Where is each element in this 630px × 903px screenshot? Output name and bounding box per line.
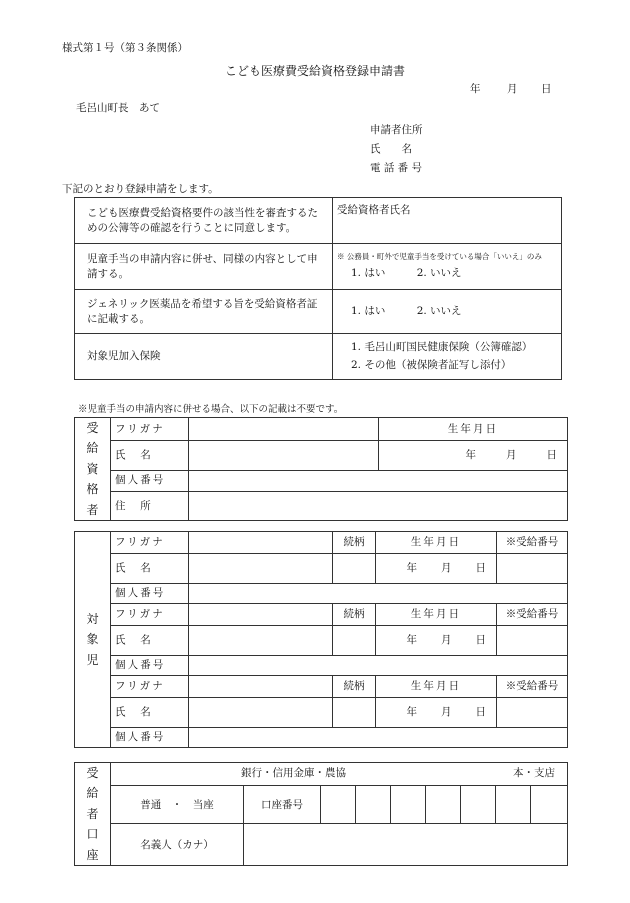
child-birthdate-input[interactable]: 年 月 日 <box>376 554 497 584</box>
child-allowance-text: 児童手当の申請内容に併せ、同様の内容として申請する。 <box>75 244 333 290</box>
insurance-option-1[interactable]: 1. 毛呂山町国民健康保険（公簿確認） <box>351 340 533 353</box>
child-allowance-note: ※ 公務員・町外で児童手当を受けている場合「いいえ」のみ <box>337 252 542 262</box>
account-digit[interactable] <box>496 785 531 823</box>
bank-branch-label: 本・支店 <box>513 767 555 779</box>
child-relation-label: 続柄 <box>333 532 376 554</box>
child-furigana-label: フリガナ <box>111 604 189 626</box>
recipient-name-label: 受給資格者氏名 <box>337 204 411 216</box>
child-furigana-label: フリガナ <box>111 676 189 698</box>
child-relation-label: 続柄 <box>333 676 376 698</box>
account-digit[interactable] <box>531 785 568 823</box>
child-personal-number-label: 個人番号 <box>111 584 189 604</box>
child-birthdate-input[interactable]: 年 月 日 <box>376 626 497 656</box>
account-digit[interactable] <box>321 785 356 823</box>
insurance-choice[interactable] <box>333 334 562 380</box>
account-number-label: 口座番号 <box>244 785 321 823</box>
account-digit[interactable] <box>391 785 426 823</box>
child-allowance-choice[interactable] <box>333 244 562 290</box>
note-text: ※児童手当の申請内容に併せる場合、以下の記載は不要です。 <box>78 404 344 415</box>
child-birthdate-label: 生年月日 <box>376 532 497 554</box>
address-label: 住 所 <box>111 491 189 520</box>
account-holder-label: 名義人（カナ） <box>111 824 244 866</box>
date-day-unit: 日 <box>541 83 552 95</box>
insurance-option-2[interactable]: 2. その他（被保険者証写し添付） <box>351 358 512 371</box>
recipient-table <box>74 417 568 521</box>
name-input[interactable] <box>189 441 379 470</box>
birthdate-label: 生年月日 <box>379 418 568 441</box>
child-furigana-input[interactable] <box>189 676 333 698</box>
child-relation-input[interactable] <box>333 698 376 728</box>
personal-number-input[interactable] <box>189 470 568 491</box>
insurance-text: 対象児加入保険 <box>75 334 333 380</box>
account-holder-input[interactable] <box>244 824 568 866</box>
option-yes[interactable]: 1. はい <box>351 305 386 318</box>
applicant-address-label: 申請者住所 <box>370 124 423 136</box>
option-no[interactable]: 2. いいえ <box>416 305 462 318</box>
child-birthdate-input[interactable]: 年 月 日 <box>376 698 497 728</box>
child-personal-number-input[interactable] <box>189 584 568 604</box>
generic-drug-text: ジェネリック医薬品を希望する旨を受給資格者証に記載する。 <box>75 290 333 334</box>
account-digit[interactable] <box>461 785 496 823</box>
child-name-input[interactable] <box>189 554 333 584</box>
generic-drug-choice[interactable] <box>333 290 562 334</box>
child-name-label: 氏 名 <box>111 554 189 584</box>
child-relation-input[interactable] <box>333 554 376 584</box>
child-benefit-number-label: ※受給番号 <box>497 532 568 554</box>
child-birthdate-label: 生年月日 <box>376 604 497 626</box>
child-benefit-number-label: ※受給番号 <box>497 676 568 698</box>
applicant-phone-label: 電 話 番 号 <box>370 162 423 174</box>
recipient-name-field[interactable] <box>333 198 562 244</box>
account-digit[interactable] <box>356 785 391 823</box>
date-year-unit: 年 <box>470 83 481 95</box>
child-name-input[interactable] <box>189 626 333 656</box>
form-number: 様式第１号（第３条関係） <box>62 42 188 54</box>
children-table <box>74 531 568 748</box>
bank-institution-label: 銀行・信用金庫・農協 <box>241 767 346 779</box>
child-furigana-input[interactable] <box>189 532 333 554</box>
furigana-input[interactable] <box>189 418 379 441</box>
account-type-selector[interactable]: 普通 ・ 当座 <box>111 785 244 823</box>
child-birthdate-label: 生年月日 <box>376 676 497 698</box>
bank-institution-row[interactable] <box>111 763 568 786</box>
account-digit[interactable] <box>426 785 461 823</box>
option-no[interactable]: 2. いいえ <box>416 267 462 280</box>
name-label: 氏 名 <box>111 441 189 470</box>
recipient-side-label: 受 給 資 格 者 <box>75 418 111 521</box>
child-relation-label: 続柄 <box>333 604 376 626</box>
child-name-label: 氏 名 <box>111 626 189 656</box>
child-personal-number-label: 個人番号 <box>111 728 189 748</box>
consent-text: こども医療費受給資格要件の該当性を審査するための公簿等の確認を行うことに同意します。 <box>75 198 333 244</box>
child-relation-input[interactable] <box>333 626 376 656</box>
bank-side-label: 受 給 者 口 座 <box>75 763 111 866</box>
child-furigana-input[interactable] <box>189 604 333 626</box>
page-title: こども医療費受給資格登録申請書 <box>224 64 405 78</box>
child-benefit-number-input[interactable] <box>497 554 568 584</box>
child-name-label: 氏 名 <box>111 698 189 728</box>
child-personal-number-label: 個人番号 <box>111 656 189 676</box>
child-benefit-number-input[interactable] <box>497 698 568 728</box>
child-benefit-number-label: ※受給番号 <box>497 604 568 626</box>
intro-text: 下記のとおり登録申請をします。 <box>62 183 219 195</box>
child-benefit-number-input[interactable] <box>497 626 568 656</box>
child-name-input[interactable] <box>189 698 333 728</box>
addressee: 毛呂山町長 あて <box>76 102 160 114</box>
date-month-unit: 月 <box>507 83 518 95</box>
consent-table <box>74 197 562 380</box>
child-furigana-label: フリガナ <box>111 532 189 554</box>
birthdate-input[interactable]: 年 月 日 <box>379 441 568 470</box>
applicant-name-label: 氏 名 <box>370 143 412 155</box>
child-personal-number-input[interactable] <box>189 656 568 676</box>
personal-number-label: 個人番号 <box>111 470 189 491</box>
option-yes[interactable]: 1. はい <box>351 267 386 280</box>
address-input[interactable] <box>189 491 568 520</box>
furigana-label: フリガナ <box>111 418 189 441</box>
child-personal-number-input[interactable] <box>189 728 568 748</box>
children-side-label: 対 象 児 <box>75 532 111 748</box>
bank-table <box>74 762 568 866</box>
